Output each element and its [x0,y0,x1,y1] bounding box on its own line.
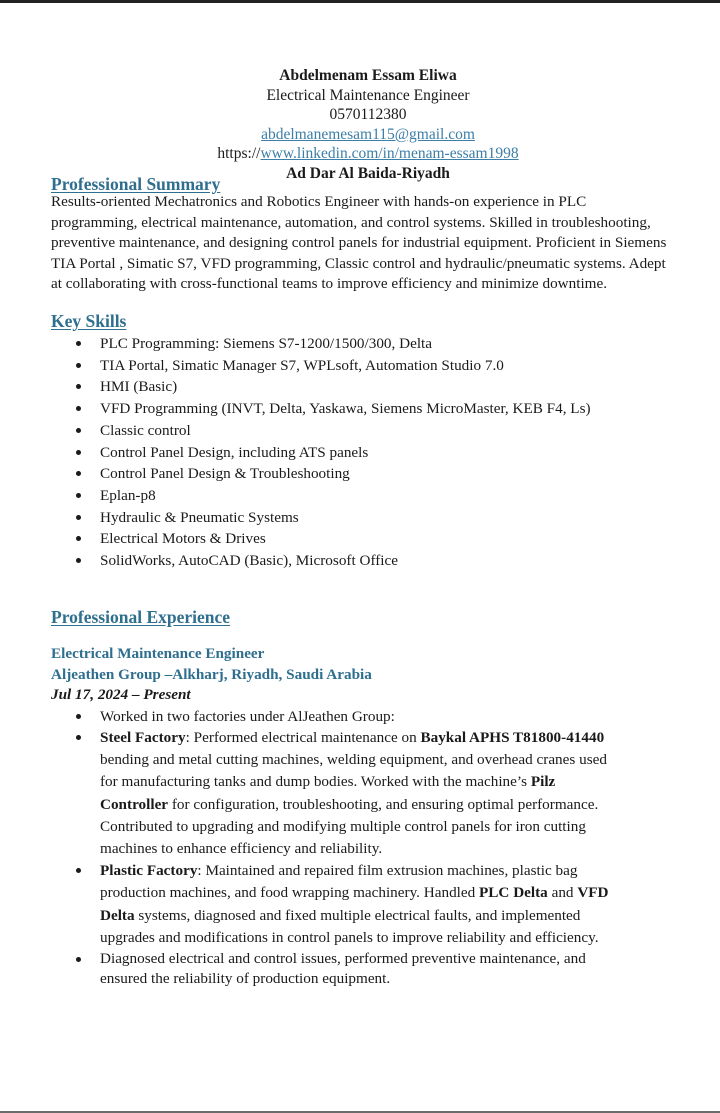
skill-item: SolidWorks, AutoCAD (Basic), Microsoft Office [0,550,591,572]
bullet-icon [76,868,81,873]
experience-bullet: Steel Factory: Performed electrical maintenance on Baykal APHS T81800-41440 bending and metal cutting machines, welding equipment, and overhead cranes used for manufacturing tanks and dump bodies. Worked with the machine’s Pilz Controller for configuration, troubleshooting, and ensuring optimal performance. Contributed to upgrading and modifying multiple control panels for iron cutting machines to enhance efficiency and reliability. [0,727,609,860]
bullet-icon [76,558,81,563]
skill-item: Control Panel Design, including ATS panels [0,442,591,464]
section-heading-skills: Key Skills [51,311,127,331]
skill-item: PLC Programming: Siemens S7-1200/1500/300, Delta [0,333,591,355]
bullet-icon [76,714,81,719]
bullet-icon [76,493,81,498]
bullet-icon [76,536,81,541]
experience-bullet: Diagnosed electrical and control issues, performed preventive maintenance, and ensured the reliability of production equipment. [0,949,609,989]
summary-line: Results-oriented Mechatronics and Robotics Engineer with hands-on experience in PLC [51,193,587,210]
experience-bullet: Plastic Factory: Maintained and repaired film extrusion machines, plastic bag production machines, and food wrapping machinery. Handled PLC Delta and VFD Delta systems, diagnosed and fixed multiple electrical faults, and implemented upgrades and modifications in control panels to improve reliability and efficiency. [0,860,609,949]
summary-line: preventive maintenance, and designing control panels for industrial equipment. Proficient in Siemens [51,234,667,252]
phone-number: 0570112380 [329,106,407,123]
bullet-icon [76,450,81,455]
skill-item: Classic control [0,420,591,442]
summary-line: TIA Portal , Simatic S7, VFD programming, Classic control and hydraulic/pneumatic systems. Adept [51,254,666,272]
location: Ad Dar Al Baida-Riyadh [286,164,450,182]
bullet-icon [76,515,81,520]
summary-line: programming, electrical maintenance, automation, and control systems. Skilled in troubleshooting, [51,213,651,231]
skill-item: TIA Portal, Simatic Manager S7, WPLsoft, Automation Studio 7.0 [0,355,591,377]
summary-paragraph [51,192,691,295]
linkedin-line [0,144,720,164]
bullet-icon [76,428,81,433]
bullet-icon [76,471,81,476]
skill-item: Eplan-p8 [0,485,591,507]
job-dates: Jul 17, 2024 – Present [51,686,191,703]
section-heading-summary: Professional Summary [51,174,221,194]
skills-list [0,333,591,572]
summary-line: at collaborating with cross-functional teams to improve efficiency and minimize downtime. [51,275,608,293]
section-heading-experience: Professional Experience [51,607,231,627]
candidate-title: Electrical Maintenance Engineer [266,86,470,104]
skill-item: VFD Programming (INVT, Delta, Yaskawa, Siemens MicroMaster, KEB F4, Ls) [0,398,591,420]
skill-item: Control Panel Design & Troubleshooting [0,463,591,485]
bullet-icon [76,363,81,368]
linkedin-prefix: https:// [217,145,261,162]
bullet-icon [76,957,81,962]
linkedin-link[interactable]: www.linkedin.com/in/menam-essam1998 [260,145,519,162]
bullet-icon [76,406,81,411]
email-link[interactable]: abdelmanemesam115@gmail.com [261,125,475,143]
job-company: Aljeathen Group –Alkharj, Riyadh, Saudi Arabia [51,666,372,683]
job-title: Electrical Maintenance Engineer [51,645,265,662]
bullet-icon [76,384,81,389]
experience-bullet: Worked in two factories under AlJeathen Group: [0,706,609,727]
skill-item: Hydraulic & Pneumatic Systems [0,507,591,529]
skill-item: HMI (Basic) [0,376,591,398]
experience-bullets [0,706,609,989]
bullet-icon [76,341,81,346]
candidate-name: Abdelmenam Essam Eliwa [279,67,457,84]
skill-item: Electrical Motors & Drives [0,528,591,550]
contact-header [0,66,720,183]
top-border [0,0,720,3]
bullet-icon [76,735,81,740]
